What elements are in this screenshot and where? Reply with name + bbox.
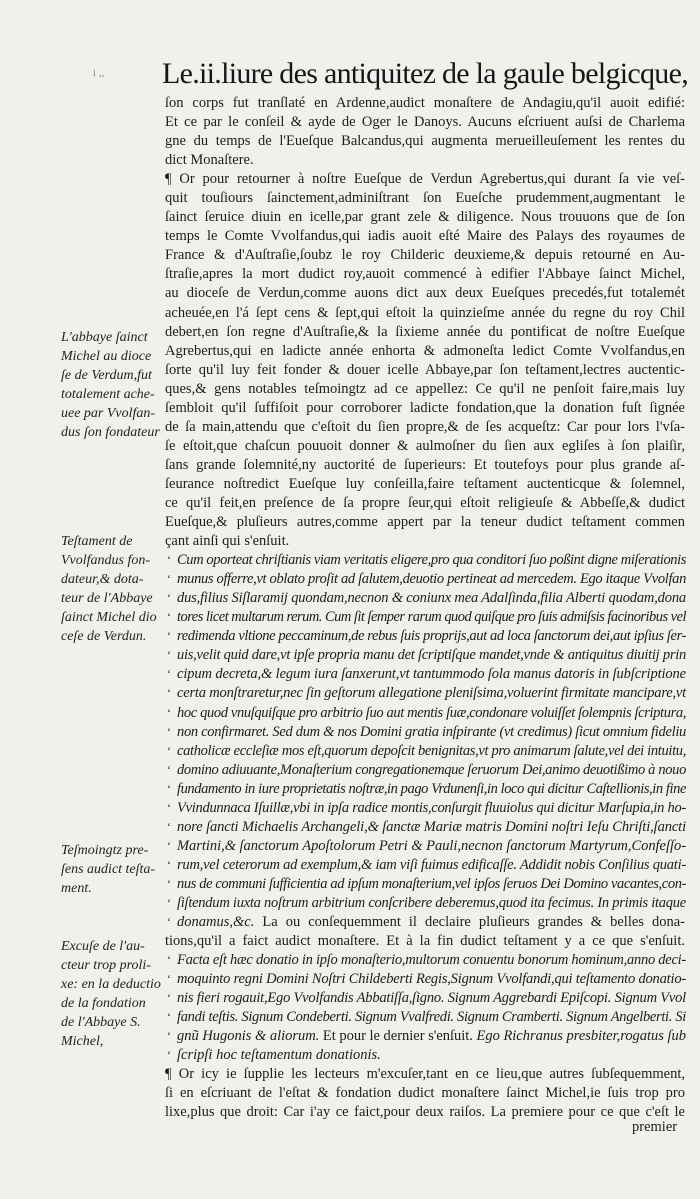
quotation-mark: ‘	[167, 705, 171, 720]
quotation-mark: ‘	[167, 781, 171, 796]
quoted-line	[165, 780, 686, 799]
text-line	[165, 399, 686, 418]
text-line	[165, 418, 686, 437]
quoted-line	[165, 665, 686, 684]
quotation-mark: ‘	[167, 972, 171, 987]
line-text: ſans grande ſolemnité,ny auctorité de ſuperieurs: Et toutefoys pour plus grande aſ-	[165, 456, 685, 473]
margin-note-line: Teſtament de	[61, 534, 133, 549]
quotation-mark: ‘	[167, 991, 171, 1006]
line-text: France & d'Auſtraſie,ſoubz le roy Childeric deuxieme,& depuis retourné en Au-	[165, 247, 685, 264]
line-text: rum,vel ceterorum ad exemplum,& iam viſi fuimus edificaſſe. Addidit nobis Conſilius quati-	[177, 856, 686, 873]
line-text: hoc quod vnuſquiſque pro arbitrio ſuo aut mentis ſuæ,condonare voluiſſet ſolempnis ſcriptura,	[177, 704, 686, 721]
line-text: fandi teſtis. Signum Condeberti. Signum Vvalfredi. Signum Cramberti. Signum Angelberti. Si	[177, 1009, 686, 1026]
text-line	[165, 323, 686, 342]
line-text: ques,& gens notables teſmoingtz ad ce appellez: Ce qu'il ne penſoit faire,mais luy	[165, 380, 685, 397]
quotation-mark: ‘	[167, 629, 171, 644]
line-text: acheuée,en l'á ſept cens & ſept,qui eſtoit la quinzieſme année du regne du roy Chil	[165, 304, 685, 321]
margin-note-line: Excuſe de l'au-	[61, 939, 145, 954]
text-line	[165, 246, 686, 265]
body-text	[165, 94, 686, 1123]
quoted-line	[165, 627, 686, 646]
quotation-mark: ‘	[167, 800, 171, 815]
quotation-mark: ‘	[167, 895, 171, 910]
margin-note-abbey-completed	[61, 328, 161, 442]
text-line	[165, 208, 686, 227]
line-text: au dioceſe de Verdun,comme auons dict aux deux Eueſques precedés,fut totalemét	[165, 285, 685, 302]
line-text: non confirmaret. Sed dum & nos Domini gratia inſpirante (vt credimus) ſicut omnium fideliu	[177, 723, 686, 740]
line-segment: gnũ Hugonis & aliorum.	[177, 1028, 320, 1045]
text-line	[165, 513, 686, 532]
margin-note-line: Michel au dioce	[61, 349, 152, 365]
line-text: ſcripſi hoc teſtamentum donationis.	[177, 1047, 381, 1064]
line-text: ¶ Or icy ie ſupplie les lecteurs m'excuſer,tant en ce lieu,que autres ſubſequemment,	[165, 1066, 685, 1083]
line-text: ſembloit qu'il ſuffiſoit pour corroborer ladicte fondation,que la donation fuſt ſignée	[165, 399, 685, 416]
line-text	[177, 1027, 686, 1046]
quoted-paragraph	[165, 951, 686, 1065]
line-text: ſeurance noſtredict Eueſque luy conſeilla,faire teſtament auctenticque & ſolemnel,	[165, 475, 685, 492]
paragraph	[165, 932, 686, 951]
quoted-line	[165, 1046, 686, 1065]
quotation-mark: ‘	[167, 648, 171, 663]
line-text	[177, 913, 685, 932]
line-text: certa monſtraretur,nec ſin geſtorum allegatione pleniſsima,voluerint firmitate mancipare,vt	[177, 685, 686, 702]
quotation-mark: ‘	[167, 724, 171, 739]
line-text: de ſa main,attendu que c'eſtoit du ſien propre,& de ſes acqueſtz: Car pour lors l'vſa-	[165, 418, 685, 435]
margin-note-line: Vvolfandus fon-	[61, 553, 151, 569]
paragraph	[165, 170, 686, 551]
line-text: dict Monaſtere.	[165, 152, 254, 169]
quoted-line	[165, 875, 686, 894]
margin-note-line: ſainct Michel dio	[61, 610, 157, 626]
quotation-mark: ‘	[167, 667, 171, 682]
margin-note-line: L'abbaye ſainct	[61, 330, 148, 345]
catchword: premier	[632, 1119, 678, 1135]
quotation-mark: ‘	[167, 1048, 171, 1063]
text-line	[165, 437, 686, 456]
line-text: catholicæ eccleſiæ mos eſt,quorum depoſcit benignitas,vt pro animarum ſalute,vel dei intuitu,	[177, 742, 686, 759]
line-text: ce qu'il feit,en preſence de ſa propre ſeur,qui eſtoit religieuſe & Abbeſſe,& dudict	[165, 494, 685, 511]
quoted-line	[165, 951, 686, 970]
line-text: fundamento in iure proprietatis noſtræ,in pago Vrdunenſi,in loco qui dicitur Caſtellionis,in fine	[177, 780, 686, 797]
margin-note-line: ſe de Verdum,fut	[61, 368, 152, 384]
text-line	[165, 475, 686, 494]
line-text: ſon corps fut tranſlaté en Ardenne,audict monaſtere de Andagiu,qu'il auoit edifié:	[165, 95, 685, 111]
text-line	[165, 227, 686, 246]
quoted-line	[165, 684, 686, 703]
margin-note-line: ſens audict teſta-	[61, 862, 156, 878]
text-line	[165, 380, 686, 399]
margin-note-line: Michel,	[61, 1034, 104, 1050]
quoted-line	[165, 799, 686, 818]
line-text: ſainct ſeruice diuin en icelle,par grant zele & diligence. Nous trouuons que de ſon	[165, 209, 685, 226]
text-line	[165, 1065, 686, 1084]
line-text: lixe,plus que droit: Car i'ay ce faict,pour deux raiſos. La premiere pour ce que c'eſt le	[165, 1104, 685, 1121]
quotation-mark: ‘	[167, 876, 171, 891]
quotation-mark: ‘	[167, 553, 171, 568]
line-text: ſi en eſcriuant de l'eſtat & fondation dudict monaſtere ſainct Michel,ie ſuis trop pro	[165, 1085, 685, 1102]
text-line	[165, 456, 686, 475]
line-text: domino adiuuante,Monaſterium congregationemque ſeruorum Dei,animo deuotißimo à nouo	[177, 761, 687, 778]
quoted-paragraph	[165, 551, 686, 932]
line-segment: Et pour le dernier s'enſuit.	[319, 1028, 473, 1045]
quoted-line	[165, 856, 686, 875]
text-line	[165, 94, 686, 113]
quoted-line	[165, 589, 686, 608]
text-line	[165, 532, 686, 551]
running-title-text: Le.ii.liure des antiquitez de la gaule belgicque,	[162, 57, 688, 90]
text-line	[165, 932, 686, 951]
quotation-mark: ‘	[167, 915, 171, 930]
paragraph	[165, 94, 686, 170]
quotation-mark: ‘	[167, 610, 171, 625]
line-text: Vvindunnaca Iſuillæ,vbi in ipſa radice montis,conſurgit fluuiolus qui dicitur Marſupia,in ho-	[177, 799, 686, 816]
corner-mark: i ,,	[93, 67, 105, 79]
quotation-mark: ‘	[167, 1010, 171, 1025]
quoted-line	[165, 608, 686, 627]
line-text: ſtraſie,apres la mort dudict roy,auoit commencé à edifier l'Abbaye ſainct Michel,	[165, 266, 685, 283]
margin-note-testament	[61, 532, 161, 646]
line-text: nus de communi ſufficientia ad ipſum monaſterium,vel ipſos ſeruos Dei Domino vacantes,con-	[177, 875, 686, 892]
margin-note-line: dateur,& dota-	[61, 572, 144, 588]
text-line	[165, 170, 686, 189]
line-text: ſe eſtoit,que chaſcun pouuoit donner & aulmoſner du ſien aux egliſes à ſon plaiſir,	[165, 437, 685, 454]
line-text: redimenda vltione peccaminum,de rebus ſuis proprijs,aut ad loca ſanctorum dei,aut ipſius ſer-	[177, 628, 686, 645]
quotation-mark: ‘	[167, 953, 171, 968]
text-line	[165, 342, 686, 361]
quotation-mark: ‘	[167, 857, 171, 872]
text-line	[165, 132, 686, 151]
margin-note-author-excuse	[61, 937, 161, 1051]
text-line	[165, 151, 686, 170]
quoted-line	[165, 570, 686, 589]
quoted-line	[165, 970, 686, 989]
line-text: moquinto regni Domini Noſtri Childeberti Regis,Signum Vvolfandi,qui teſtamento donatio-	[177, 971, 686, 988]
quotation-mark: ‘	[167, 591, 171, 606]
margin-note-witnesses	[61, 841, 161, 898]
margin-note-line: dus ſon fondateur	[61, 425, 160, 441]
text-line	[165, 1084, 686, 1103]
quoted-line	[165, 913, 686, 932]
paragraph	[165, 1065, 686, 1122]
quoted-line	[165, 894, 686, 913]
quotation-mark: ‘	[167, 1029, 171, 1044]
quoted-line	[165, 704, 686, 723]
margin-note-line: ceſe de Verdun.	[61, 629, 147, 645]
line-text: Et ce par le conſeil & ayde de Oger le Danoys. Aucuns eſcriuent auſsi de Charlema	[165, 114, 685, 131]
text-line	[165, 304, 686, 323]
line-text: tions,qu'il a faict audict monaſtere. Et à la fin dudict teſtament y a ce que s'enſuit.	[165, 933, 685, 950]
line-text: Martini,& ſanctorum Apoſtolorum Petri & Pauli,necnon ſanctorum Martyrum,Confeſſo-	[177, 837, 686, 854]
margin-note-line: de l'Abbaye S.	[61, 1015, 141, 1031]
line-text: ſiſtendum iuxta noſtrum arbitrium conſcribere deberemus,quod ita fecimus. In primis itaque	[177, 894, 686, 911]
quoted-line	[165, 837, 686, 856]
quotation-mark: ‘	[167, 819, 171, 834]
margin-note-line: cteur trop proli-	[61, 958, 151, 974]
line-text: munus offerre,vt oblato proſit ad ſalutem,deuotio pertineat ad mercedem. Ego itaque Vvolfan	[177, 571, 686, 588]
quotation-mark: ‘	[167, 572, 171, 587]
line-text: debert,en ſon regne d'Auſtraſie,& la ſixieme année du pontificat de noſtre Eueſque	[165, 323, 685, 340]
text-line	[165, 189, 686, 208]
line-text: Facta eſt hæc donatio in ipſo monaſterio,multorum conuentu bonorum hominum,anno deci-	[177, 952, 686, 969]
quoted-line	[165, 761, 686, 780]
running-title	[162, 56, 688, 92]
text-line	[165, 494, 686, 513]
line-text: dus,filius Siſlaramij quondam,necnon & coniunx mea Adalſinda,filia Alberti quodam,dona	[177, 590, 686, 607]
quoted-line	[165, 818, 686, 837]
line-text: uis,velit quid dare,vt ipſe propria manu det ſcriptiſque mandet,vnde & antiquitus diuitij prin	[177, 647, 686, 664]
quoted-line	[165, 989, 686, 1008]
line-text: tores licet multarum rerum. Cum ſit ſemper rarum quod quiſque pro ſuis admiſsis facinoribus vel	[177, 609, 686, 626]
text-line	[165, 113, 686, 132]
quoted-line	[165, 646, 686, 665]
text-line	[165, 265, 686, 284]
line-text: Cum oporteat chriſtianis viam veritatis eligere,pro qua conditori ſuo poßint digne miſerationis	[177, 552, 686, 569]
margin-note-line: totalement ache-	[61, 387, 155, 403]
line-text: Eueſque,& pluſieurs autres,comme appert par la teneur dudict teſtament commen	[165, 514, 685, 531]
margin-note-line: xe: en la deductio	[61, 977, 161, 993]
quotation-mark: ‘	[167, 838, 171, 853]
text-line	[165, 284, 686, 303]
line-segment: Ego Richranus presbiter,rogatus ſub	[472, 1028, 687, 1045]
margin-note-line: teur de l'Abbaye	[61, 591, 153, 607]
line-segment: donamus,&c.	[177, 914, 255, 931]
quotation-mark: ‘	[167, 686, 171, 701]
text-line	[165, 1103, 686, 1122]
line-text: gne du temps de l'Eueſque Balcandus,qui augmenta merueilleuſement les rentes du	[165, 133, 685, 150]
margin-note-line: de la fondation	[61, 996, 146, 1012]
quotation-mark: ‘	[167, 762, 171, 777]
line-text: quit touſiours ſainctement,adminiſtrant ſon Eueſche prudemment,augmentant le	[165, 190, 685, 207]
quoted-line	[165, 551, 686, 570]
quotation-mark: ‘	[167, 743, 171, 758]
line-segment: La ou conſequemment il declaire pluſieurs grandes & belles dona-	[254, 914, 685, 931]
line-text: nis fieri rogauit,Ego Vvolfandis Abbatiſſa,ſigno. Signum Aggrebardi Epiſcopi. Signum Vvol	[177, 990, 686, 1007]
line-text: temps le Comte Vvolfandus,qui iadis auoit eſté Maire des Palays des royaumes de	[165, 228, 685, 245]
quoted-line	[165, 723, 686, 742]
line-text: ſorte qu'il luy feit fonder & douer icelle Abbaye,par ſon teſtament,lectres auctentic-	[165, 361, 685, 378]
line-text: cipum decreta,& legum iura ſanxerunt,vt tantummodo ſola manus datoris in ſubſcriptione	[177, 666, 686, 683]
quoted-line	[165, 1027, 686, 1046]
line-text: çant ainſi qui s'enſuit.	[165, 533, 290, 550]
line-text: nore ſancti Michaelis Archangeli,& ſanctæ Mariæ matris Domini noſtri Ieſu Chriſti,ſancti	[177, 818, 686, 835]
margin-note-line: Teſmoingtz pre-	[61, 843, 149, 858]
quoted-line	[165, 742, 686, 761]
line-text: ¶ Or pour retourner à noſtre Eueſque de Verdun Agrebertus,qui durant ſa vie veſ-	[165, 171, 685, 188]
quoted-line	[165, 1008, 686, 1027]
text-line	[165, 361, 686, 380]
margin-note-line: uee par Vvolfan-	[61, 406, 156, 422]
margin-note-line: ment.	[61, 881, 92, 897]
line-text: Agrebertus,qui en ladicte année enhorta & admoneſta ledict Comte Vvolfandus,en	[165, 342, 685, 359]
